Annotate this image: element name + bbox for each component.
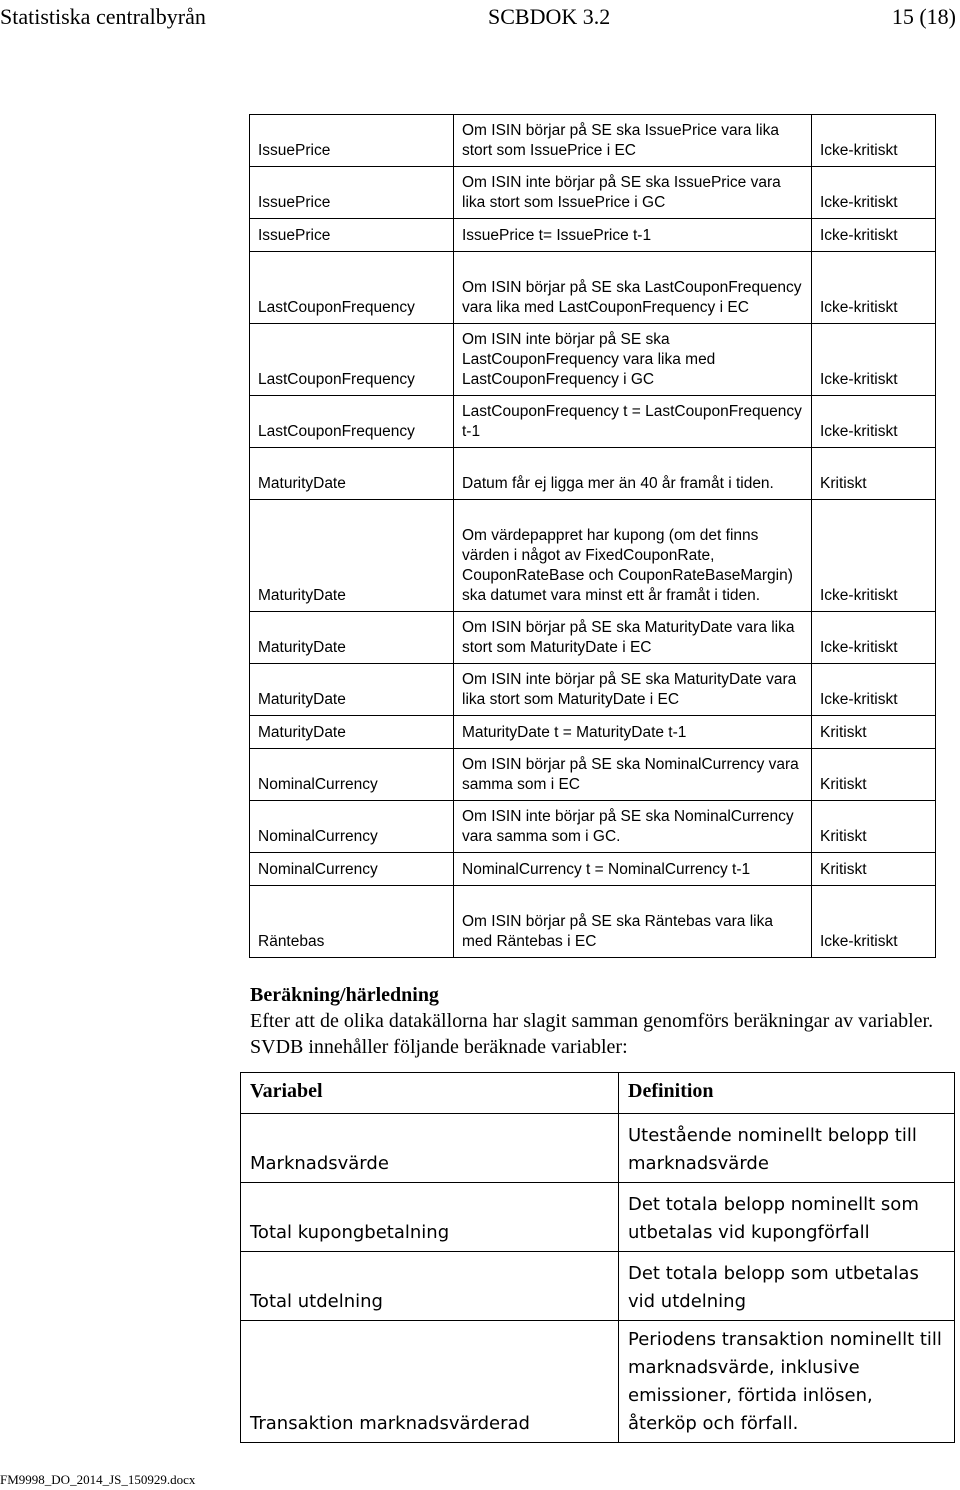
rule-description-cell: IssuePrice t= IssuePrice t-1 bbox=[454, 219, 812, 252]
rule-variable-cell: MaturityDate bbox=[250, 716, 454, 749]
rule-variable-cell: NominalCurrency bbox=[250, 801, 454, 853]
rule-description-cell: NominalCurrency t = NominalCurrency t-1 bbox=[454, 853, 812, 886]
table-row bbox=[250, 252, 936, 324]
table-row bbox=[241, 1321, 955, 1443]
rule-description-cell: Datum får ej ligga mer än 40 år framåt i tiden. bbox=[454, 448, 812, 500]
rule-variable-cell: Räntebas bbox=[250, 886, 454, 958]
definition-variable-cell: Marknadsvärde bbox=[241, 1114, 619, 1183]
rule-description-cell: Om ISIN inte börjar på SE ska IssuePrice vara lika stort som IssuePrice i GC bbox=[454, 167, 812, 219]
section-heading: Beräkning/härledning bbox=[250, 984, 439, 1006]
table-row bbox=[241, 1183, 955, 1252]
rule-severity-cell: Icke-kritiskt bbox=[812, 115, 936, 167]
table-row bbox=[250, 853, 936, 886]
rule-variable-cell: IssuePrice bbox=[250, 219, 454, 252]
rule-severity-cell: Kritiskt bbox=[812, 801, 936, 853]
derived-variables-table bbox=[240, 1072, 955, 1443]
document-id: SCBDOK 3.2 bbox=[488, 4, 611, 29]
definition-variable-cell: Transaktion marknadsvärderad bbox=[241, 1321, 619, 1443]
table-row bbox=[250, 396, 936, 448]
validation-rules-table bbox=[249, 114, 936, 958]
table-row bbox=[250, 749, 936, 801]
rule-description-cell: LastCouponFrequency t = LastCouponFrequency t-1 bbox=[454, 396, 812, 448]
table-row bbox=[250, 219, 936, 252]
rule-variable-cell: MaturityDate bbox=[250, 664, 454, 716]
rule-description-cell: Om ISIN inte börjar på SE ska NominalCurrency vara samma som i GC. bbox=[454, 801, 812, 853]
table-row bbox=[250, 115, 936, 167]
table-row bbox=[250, 448, 936, 500]
rule-description-cell: Om ISIN inte börjar på SE ska LastCouponFrequency vara lika med LastCouponFrequency i GC bbox=[454, 324, 812, 396]
footer-filename: FM9998_DO_2014_JS_150929.docx bbox=[0, 1472, 196, 1487]
definition-text-cell: Periodens transaktion nominellt till marknadsvärde, inklusive emissioner, förtida inlösen, återköp och förfall. bbox=[619, 1321, 955, 1443]
rule-severity-cell: Kritiskt bbox=[812, 749, 936, 801]
definition-text-cell: Utestående nominellt belopp till marknadsvärde bbox=[619, 1114, 955, 1183]
table-row bbox=[250, 716, 936, 749]
section-body: Efter att de olika datakällorna har slagit samman genomförs beräkningar av variabler. SVDB innehåller följande beräknade variabler: bbox=[250, 1010, 934, 1058]
organization-name: Statistiska centralbyrån bbox=[0, 4, 206, 29]
definition-variable-cell: Total kupongbetalning bbox=[241, 1183, 619, 1252]
table-row bbox=[250, 500, 936, 612]
rule-severity-cell: Icke-kritiskt bbox=[812, 167, 936, 219]
table-row bbox=[241, 1252, 955, 1321]
calculation-section bbox=[250, 982, 940, 1060]
rule-severity-cell: Icke-kritiskt bbox=[812, 324, 936, 396]
rule-severity-cell: Icke-kritiskt bbox=[812, 219, 936, 252]
rule-severity-cell: Icke-kritiskt bbox=[812, 886, 936, 958]
rule-variable-cell: NominalCurrency bbox=[250, 749, 454, 801]
rule-variable-cell: LastCouponFrequency bbox=[250, 324, 454, 396]
header-definition: Definition bbox=[619, 1073, 955, 1114]
table-row bbox=[250, 801, 936, 853]
page-header bbox=[0, 4, 960, 32]
rule-description-cell: Om ISIN börjar på SE ska NominalCurrency vara samma som i EC bbox=[454, 749, 812, 801]
rule-variable-cell: MaturityDate bbox=[250, 500, 454, 612]
table-row bbox=[250, 886, 936, 958]
rule-variable-cell: LastCouponFrequency bbox=[250, 252, 454, 324]
definition-variable-cell: Total utdelning bbox=[241, 1252, 619, 1321]
rule-severity-cell: Icke-kritiskt bbox=[812, 664, 936, 716]
rule-severity-cell: Icke-kritiskt bbox=[812, 252, 936, 324]
rule-description-cell: Om värdepappret har kupong (om det finns värden i något av FixedCouponRate, CouponRateBase och CouponRateBaseMargin) ska datumet vara minst ett år framåt i tiden. bbox=[454, 500, 812, 612]
rule-variable-cell: MaturityDate bbox=[250, 448, 454, 500]
rule-variable-cell: IssuePrice bbox=[250, 167, 454, 219]
rule-description-cell: Om ISIN börjar på SE ska MaturityDate vara lika stort som MaturityDate i EC bbox=[454, 612, 812, 664]
page-number: 15 (18) bbox=[891, 4, 956, 29]
table-row bbox=[241, 1114, 955, 1183]
table-row bbox=[250, 324, 936, 396]
definition-text-cell: Det totala belopp som utbetalas vid utdelning bbox=[619, 1252, 955, 1321]
rule-variable-cell: LastCouponFrequency bbox=[250, 396, 454, 448]
rule-severity-cell: Kritiskt bbox=[812, 448, 936, 500]
rule-severity-cell: Kritiskt bbox=[812, 716, 936, 749]
rule-variable-cell: MaturityDate bbox=[250, 612, 454, 664]
table-row bbox=[250, 167, 936, 219]
rule-severity-cell: Icke-kritiskt bbox=[812, 396, 936, 448]
rule-variable-cell: NominalCurrency bbox=[250, 853, 454, 886]
header-variable: Variabel bbox=[241, 1073, 619, 1114]
rule-severity-cell: Icke-kritiskt bbox=[812, 612, 936, 664]
definitions-header-row bbox=[241, 1073, 955, 1114]
table-row bbox=[250, 664, 936, 716]
rule-description-cell: Om ISIN börjar på SE ska Räntebas vara lika med Räntebas i EC bbox=[454, 886, 812, 958]
rule-description-cell: Om ISIN börjar på SE ska LastCouponFrequency vara lika med LastCouponFrequency i EC bbox=[454, 252, 812, 324]
rule-description-cell: Om ISIN börjar på SE ska IssuePrice vara lika stort som IssuePrice i EC bbox=[454, 115, 812, 167]
rule-severity-cell: Kritiskt bbox=[812, 853, 936, 886]
definition-text-cell: Det totala belopp nominellt som utbetalas vid kupongförfall bbox=[619, 1183, 955, 1252]
rule-severity-cell: Icke-kritiskt bbox=[812, 500, 936, 612]
rule-description-cell: Om ISIN inte börjar på SE ska MaturityDate vara lika stort som MaturityDate i EC bbox=[454, 664, 812, 716]
table-row bbox=[250, 612, 936, 664]
rule-description-cell: MaturityDate t = MaturityDate t-1 bbox=[454, 716, 812, 749]
rule-variable-cell: IssuePrice bbox=[250, 115, 454, 167]
